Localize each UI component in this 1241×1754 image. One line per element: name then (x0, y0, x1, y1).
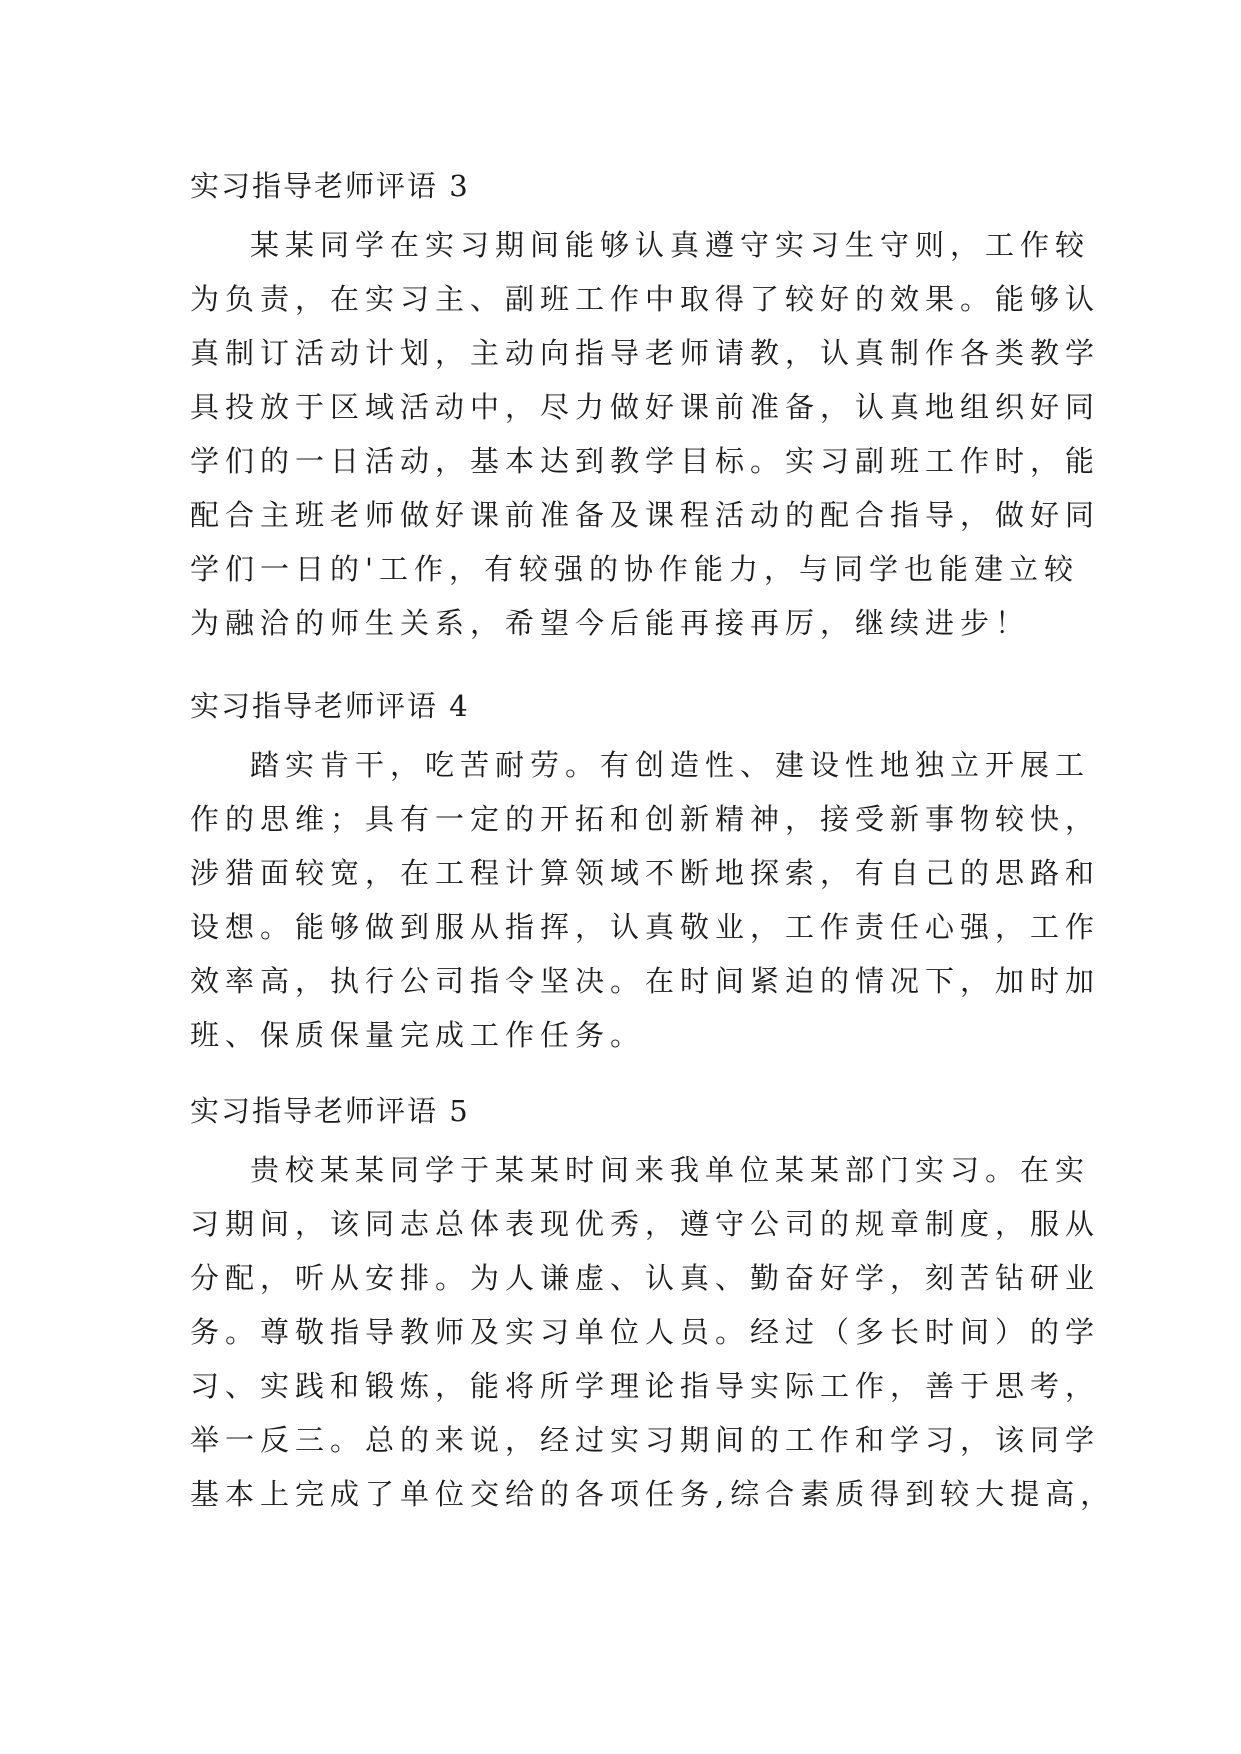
paragraph-line: 举一反三。总的来说，经过实习期间的工作和学习，该同学 (190, 1423, 1101, 1457)
paragraph-line: 具投放于区域活动中，尽力做好课前准备，认真地组织好同 (190, 390, 1101, 424)
section-paragraph (190, 738, 1100, 1062)
section-heading: 实习指导老师评语 3 (190, 169, 470, 203)
paragraph-line: 作的思维；具有一定的开拓和创新精神，接受新事物较快， (190, 802, 1101, 836)
paragraph-line: 为融洽的师生关系，希望今后能再接再厉，继续进步！ (190, 606, 1031, 640)
paragraph-line: 班、保质保量完成工作任务。 (190, 1018, 646, 1052)
paragraph-line: 涉猎面较宽，在工程计算领域不断地探索，有自己的思路和 (190, 856, 1101, 890)
section-paragraph (190, 218, 1100, 650)
paragraph-line: 某某同学在实习期间能够认真遵守实习生守则，工作较 (250, 228, 1091, 262)
paragraph-line: 配合主班老师做好课前准备及课程活动的配合指导，做好同 (190, 498, 1101, 532)
section-paragraph (190, 1143, 1115, 1521)
section-heading: 实习指导老师评语 5 (190, 1094, 470, 1128)
section-heading: 实习指导老师评语 4 (190, 689, 470, 723)
paragraph-line: 为负责，在实习主、副班工作中取得了较好的效果。能够认 (190, 282, 1101, 316)
section-evaluation-4 (190, 680, 1100, 1062)
section-evaluation-3 (190, 160, 1100, 650)
paragraph-line: 务。尊敬指导教师及实习单位人员。经过（多长时间）的学 (190, 1315, 1101, 1349)
paragraph-line: 踏实肯干，吃苦耐劳。有创造性、建设性地独立开展工 (250, 748, 1091, 782)
paragraph-line: 习期间，该同志总体表现优秀，遵守公司的规章制度，服从 (190, 1207, 1101, 1241)
paragraph-line: 学们一日的'工作，有较强的协作能力，与同学也能建立较 (190, 552, 1079, 586)
paragraph-line: 学们的一日活动，基本达到教学目标。实习副班工作时，能 (190, 444, 1101, 478)
paragraph-line: 真制订活动计划，主动向指导老师请教，认真制作各类教学 (190, 336, 1101, 370)
section-evaluation-5 (190, 1085, 1115, 1521)
paragraph-line: 分配，听从安排。为人谦虚、认真、勤奋好学，刻苦钻研业 (190, 1261, 1101, 1295)
paragraph-line: 基本上完成了单位交给的各项任务,综合素质得到较大提高， (190, 1477, 1116, 1511)
paragraph-line: 习、实践和锻炼，能将所学理论指导实际工作，善于思考， (190, 1369, 1101, 1403)
paragraph-line: 贵校某某同学于某某时间来我单位某某部门实习。在实 (250, 1153, 1091, 1187)
paragraph-line: 设想。能够做到服从指挥，认真敬业，工作责任心强，工作 (190, 910, 1101, 944)
paragraph-line: 效率高，执行公司指令坚决。在时间紧迫的情况下，加时加 (190, 964, 1101, 998)
